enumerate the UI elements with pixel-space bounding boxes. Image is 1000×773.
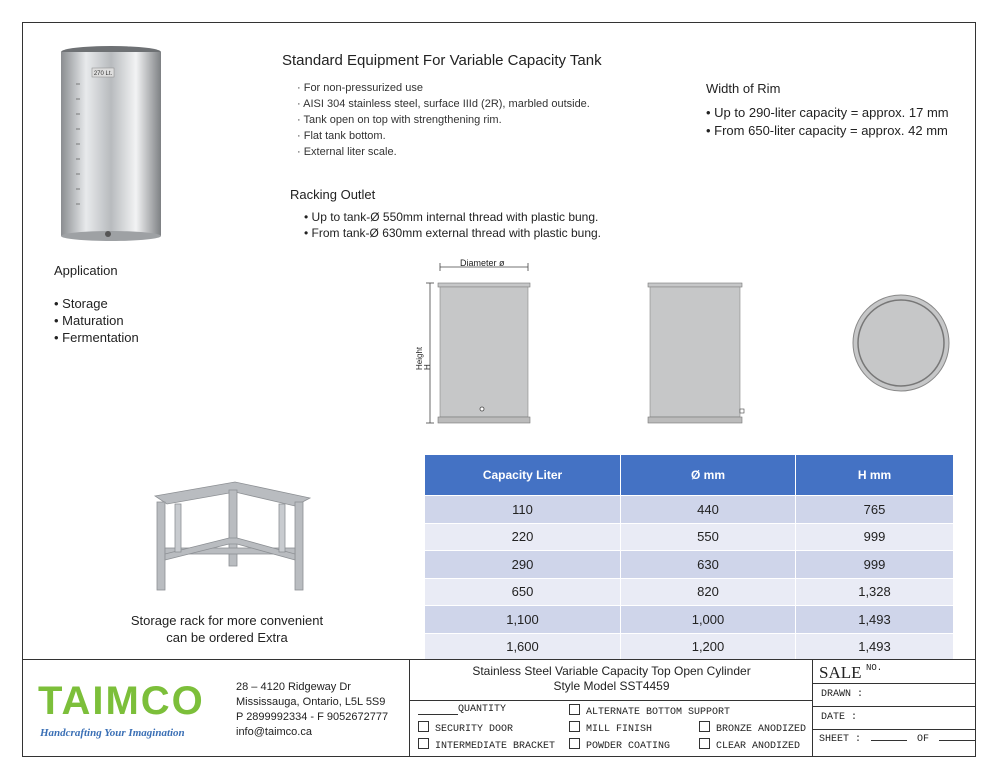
alternate-bottom-support-option[interactable] (569, 704, 730, 718)
rack-caption-line: Storage rack for more convenient (130, 613, 324, 628)
rim-section (706, 80, 949, 140)
address-line: 28 – 4120 Ridgeway Dr (236, 681, 351, 693)
table-cell: 1,328 (796, 578, 954, 606)
taimco-logo (38, 680, 218, 742)
powder-coating-option[interactable] (569, 738, 670, 752)
rim-item: • Up to 290-liter capacity = approx. 17 mm (706, 105, 949, 120)
checkbox[interactable] (418, 721, 429, 732)
height-label: Height (415, 346, 424, 370)
table-header: H mm (796, 455, 954, 496)
intermediate-bracket-option[interactable] (418, 738, 555, 752)
table-row (425, 606, 954, 634)
table-cell: 820 (621, 578, 796, 606)
quantity-field[interactable] (418, 704, 506, 715)
sale-field (819, 663, 882, 683)
table-header: Capacity Liter (425, 455, 621, 496)
application-item: • Maturation (54, 313, 124, 328)
checkbox[interactable] (569, 721, 580, 732)
checkbox[interactable] (569, 738, 580, 749)
option-label: SECURITY DOOR (435, 724, 514, 735)
diameter-label: Diameter ø (460, 258, 505, 268)
table-cell: 550 (621, 523, 796, 551)
phone-line: P 2899992334 - F 9052672777 (236, 711, 389, 723)
table-cell: 1,493 (796, 633, 954, 660)
table-cell: 290 (425, 551, 621, 579)
product-description (410, 664, 813, 694)
application-item: • Fermentation (54, 330, 139, 345)
date-field[interactable]: DATE : (821, 712, 858, 723)
racking-item: • Up to tank-Ø 550mm internal thread with plastic bung. (304, 210, 599, 224)
tank-photo-label: 270 Lt. (93, 71, 113, 77)
email-line: info@taimco.ca (236, 726, 312, 738)
table-row (425, 523, 954, 551)
security-door-option[interactable] (418, 721, 513, 735)
racking-item: • From tank-Ø 630mm external thread with plastic bung. (304, 226, 601, 240)
model-line: Style Model SST4459 (553, 679, 670, 693)
option-label: MILL FINISH (586, 724, 653, 735)
table-cell: 110 (425, 496, 621, 524)
checkbox[interactable] (699, 738, 710, 749)
sale-no-label: NO. (865, 663, 883, 673)
application-item: • Storage (54, 296, 108, 311)
table-row (425, 578, 954, 606)
option-label: POWDER COATING (586, 741, 671, 752)
table-cell: 650 (425, 578, 621, 606)
sheet-field[interactable] (819, 734, 975, 745)
table-cell: 630 (621, 551, 796, 579)
rim-item: • From 650-liter capacity = approx. 42 mm (706, 123, 948, 138)
table-row (425, 633, 954, 660)
checkbox[interactable] (418, 738, 429, 749)
option-label: INTERMEDIATE BRACKET (435, 741, 556, 752)
svg-text:TAIMCO: TAIMCO (38, 680, 205, 723)
mill-finish-option[interactable] (569, 721, 652, 735)
svg-text:Handcrafting Your Imagination: Handcrafting Your Imagination (40, 727, 185, 739)
table-row (425, 496, 954, 524)
option-label: BRONZE ANODIZED (716, 724, 807, 735)
page-title: Standard Equipment For Variable Capacity Tank (282, 52, 602, 69)
application-title: Application (54, 263, 118, 278)
of-label: OF (917, 734, 930, 745)
tank-drawings (410, 255, 970, 430)
table-row (425, 551, 954, 579)
table-cell: 765 (796, 496, 954, 524)
drawn-field[interactable]: DRAWN : (821, 689, 864, 700)
feature-item: · Tank open on top with strengthening rim. (297, 114, 502, 126)
feature-item: · For non-pressurized use (297, 82, 423, 94)
h-label: H (423, 364, 432, 370)
checkbox[interactable] (699, 721, 710, 732)
table-cell: 1,100 (425, 606, 621, 634)
feature-item: · AISI 304 stainless steel, surface IIId (2R), marbled outside. (297, 98, 590, 110)
bronze-anodized-option[interactable] (699, 721, 806, 735)
sheet-label: SHEET : (819, 734, 862, 745)
table-cell: 1,000 (621, 606, 796, 634)
application-section (54, 262, 139, 346)
company-address (236, 680, 388, 740)
rack-caption-line: can be ordered Extra (166, 630, 288, 645)
sale-label: SALE (819, 663, 862, 682)
option-label: ALTERNATE BOTTOM SUPPORT (586, 707, 731, 718)
racking-list (304, 209, 601, 241)
capacity-table (425, 455, 954, 660)
table-cell: 999 (796, 523, 954, 551)
table-cell: 440 (621, 496, 796, 524)
option-label: CLEAR ANODIZED (716, 741, 801, 752)
tank-photo (56, 44, 166, 244)
table-header: Ø mm (621, 455, 796, 496)
quantity-label: QUANTITY (458, 704, 507, 715)
table-cell: 1,600 (425, 633, 621, 660)
clear-anodized-option[interactable] (699, 738, 800, 752)
table-cell: 1,200 (621, 633, 796, 660)
checkbox[interactable] (569, 704, 580, 715)
address-line: Mississauga, Ontario, L5L 5S9 (236, 696, 386, 708)
description-line: Stainless Steel Variable Capacity Top Open Cylinder (472, 664, 751, 678)
storage-rack-photo (145, 478, 325, 596)
rack-caption (120, 612, 334, 646)
table-cell: 220 (425, 523, 621, 551)
feature-item: · External liter scale. (297, 146, 397, 158)
table-cell: 999 (796, 551, 954, 579)
racking-title: Racking Outlet (290, 187, 376, 202)
rim-title: Width of Rim (706, 81, 781, 96)
feature-item: · Flat tank bottom. (297, 130, 386, 142)
table-cell: 1,493 (796, 606, 954, 634)
feature-list (297, 80, 590, 160)
